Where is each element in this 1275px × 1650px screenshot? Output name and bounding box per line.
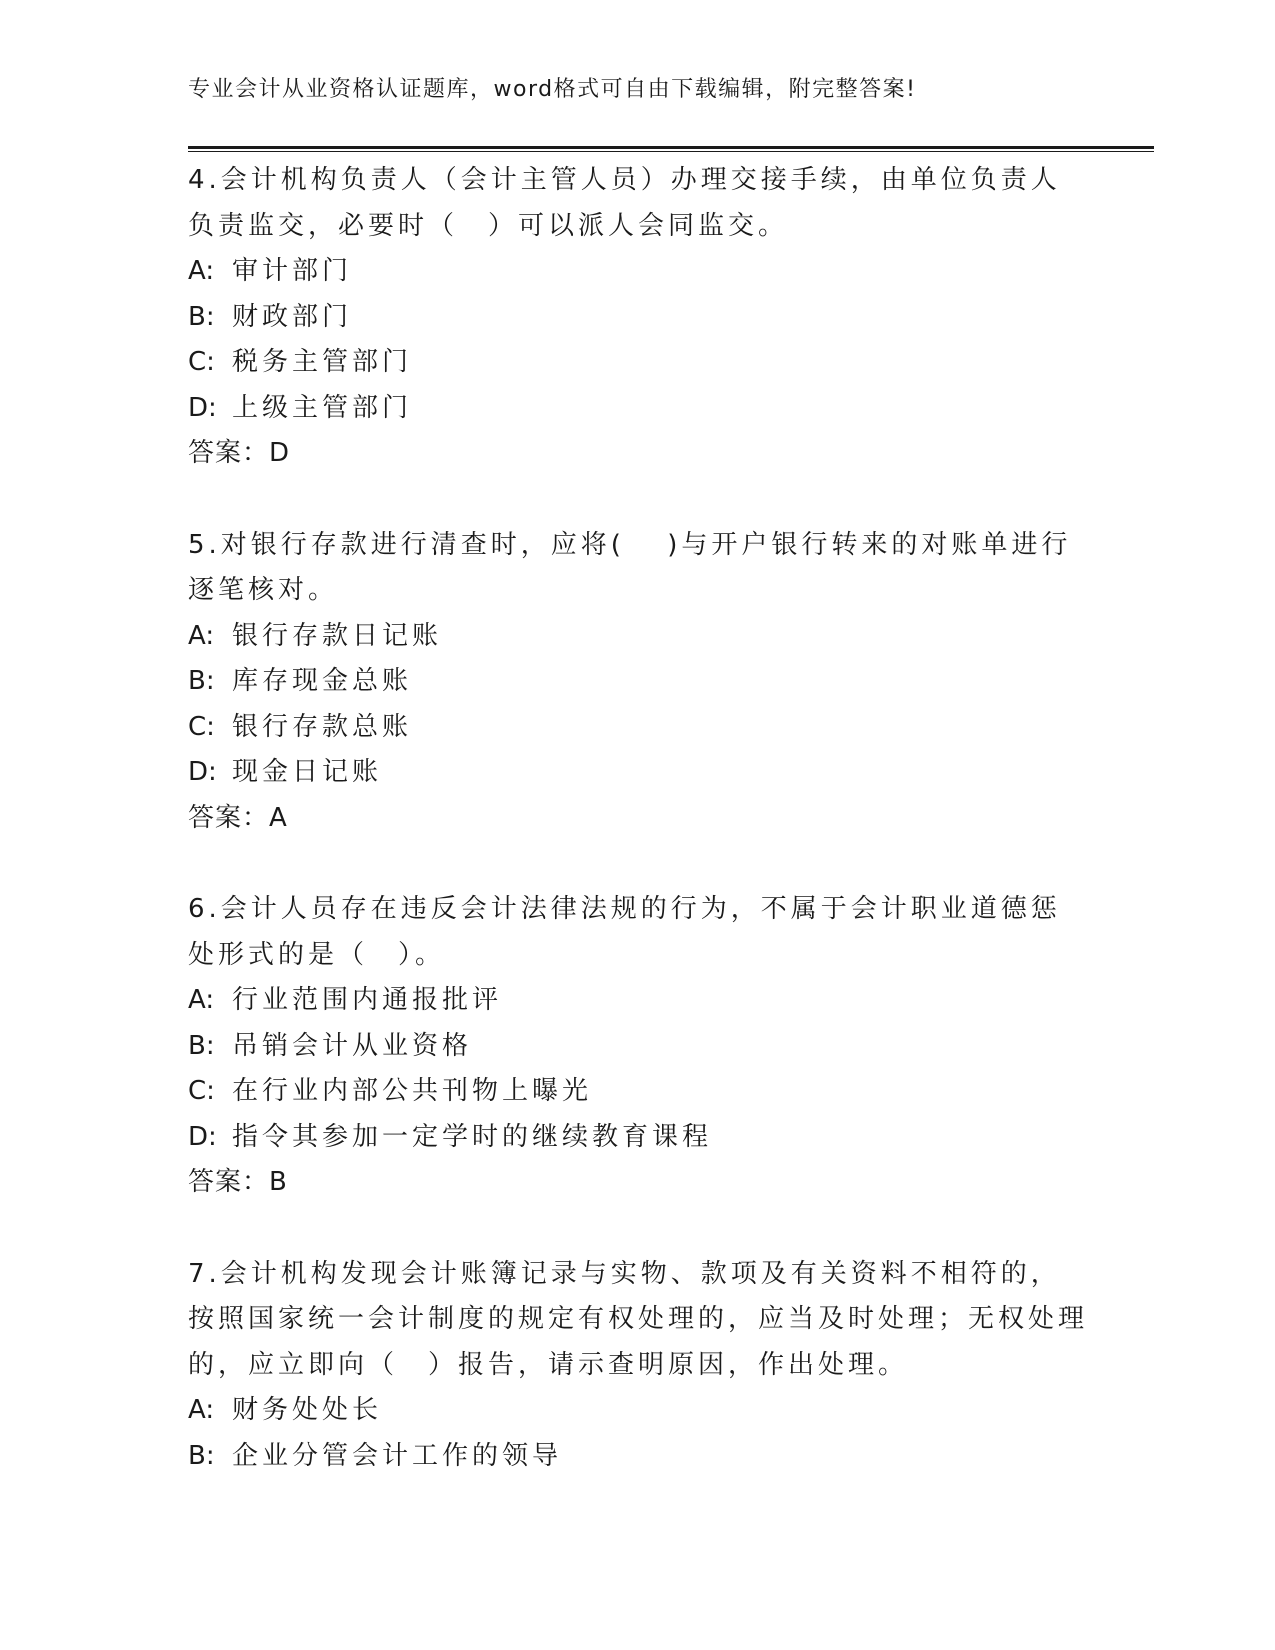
option-d — [188, 750, 1088, 796]
option-text: 吊销会计从业资格 — [232, 1030, 473, 1061]
option-a — [188, 249, 1088, 295]
header-rule-thick — [188, 146, 1154, 149]
answer-line: 答案：A — [188, 802, 288, 833]
option-letter: C: — [188, 347, 215, 377]
option-text: 行业范围内通报批评 — [232, 985, 503, 1015]
question-stem: 5.对银行存款进行清查时，应将( )与开户银行转来的对账单进行逐笔核对。 — [188, 529, 1072, 605]
question-5 — [188, 523, 1088, 842]
option-text: 财务处处长 — [232, 1395, 383, 1425]
option-text: 银行存款总账 — [232, 711, 413, 742]
option-letter: B: — [188, 666, 215, 696]
option-letter: C: — [188, 711, 215, 742]
header-rule-thin — [188, 151, 1154, 152]
option-b — [188, 295, 1088, 341]
option-text: 指令其参加一定学时的继续教育课程 — [232, 1121, 713, 1152]
question-7 — [188, 1252, 1088, 1480]
option-c — [188, 705, 1088, 751]
option-text: 上级主管部门 — [232, 392, 413, 423]
option-letter: B: — [188, 1030, 215, 1061]
option-d — [188, 1115, 1088, 1161]
option-c — [188, 340, 1088, 386]
option-letter: A: — [188, 985, 215, 1015]
option-b — [188, 1434, 1088, 1480]
option-text: 库存现金总账 — [232, 666, 413, 696]
question-4 — [188, 158, 1088, 477]
option-b — [188, 1024, 1088, 1070]
option-a — [188, 978, 1088, 1024]
option-letter: D: — [188, 757, 217, 787]
option-d — [188, 386, 1088, 432]
option-text: 企业分管会计工作的领导 — [232, 1440, 563, 1471]
question-stem: 6.会计人员存在违反会计法律法规的行为，不属于会计职业道德惩处形式的是（ ）。 — [188, 894, 1061, 970]
question-stem: 4.会计机构负责人（会计主管人员）办理交接手续，由单位负责人负责监交，必要时（ ）可以派人会同监交。 — [188, 165, 1061, 241]
option-text: 财政部门 — [232, 301, 353, 332]
option-a — [188, 1388, 1088, 1434]
option-text: 银行存款日记账 — [232, 620, 443, 651]
question-list — [188, 158, 1088, 1525]
option-text: 现金日记账 — [232, 757, 383, 787]
option-a — [188, 614, 1088, 660]
page-header: 专业会计从业资格认证题库，word格式可自由下载编辑，附完整答案! — [188, 77, 917, 102]
option-letter: A: — [188, 1395, 215, 1425]
option-c — [188, 1069, 1088, 1115]
question-6 — [188, 887, 1088, 1206]
option-letter: B: — [188, 301, 215, 332]
question-stem: 7.会计机构发现会计账簿记录与实物、款项及有关资料不相符的，按照国家统一会计制度的规定有权处理的，应当及时处理；无权处理的，应立即向（ ）报告，请示查明原因，作出处理。 — [188, 1258, 1089, 1380]
option-letter: A: — [188, 620, 215, 651]
option-text: 税务主管部门 — [232, 347, 413, 377]
answer-line: 答案：D — [188, 438, 291, 468]
option-b — [188, 659, 1088, 705]
answer-line: 答案：B — [188, 1167, 288, 1197]
option-letter: D: — [188, 1121, 217, 1152]
option-text: 审计部门 — [232, 256, 353, 286]
option-letter: C: — [188, 1076, 215, 1106]
option-text: 在行业内部公共刊物上曝光 — [232, 1076, 593, 1106]
option-letter: A: — [188, 256, 215, 286]
option-letter: D: — [188, 392, 217, 423]
option-letter: B: — [188, 1440, 215, 1471]
